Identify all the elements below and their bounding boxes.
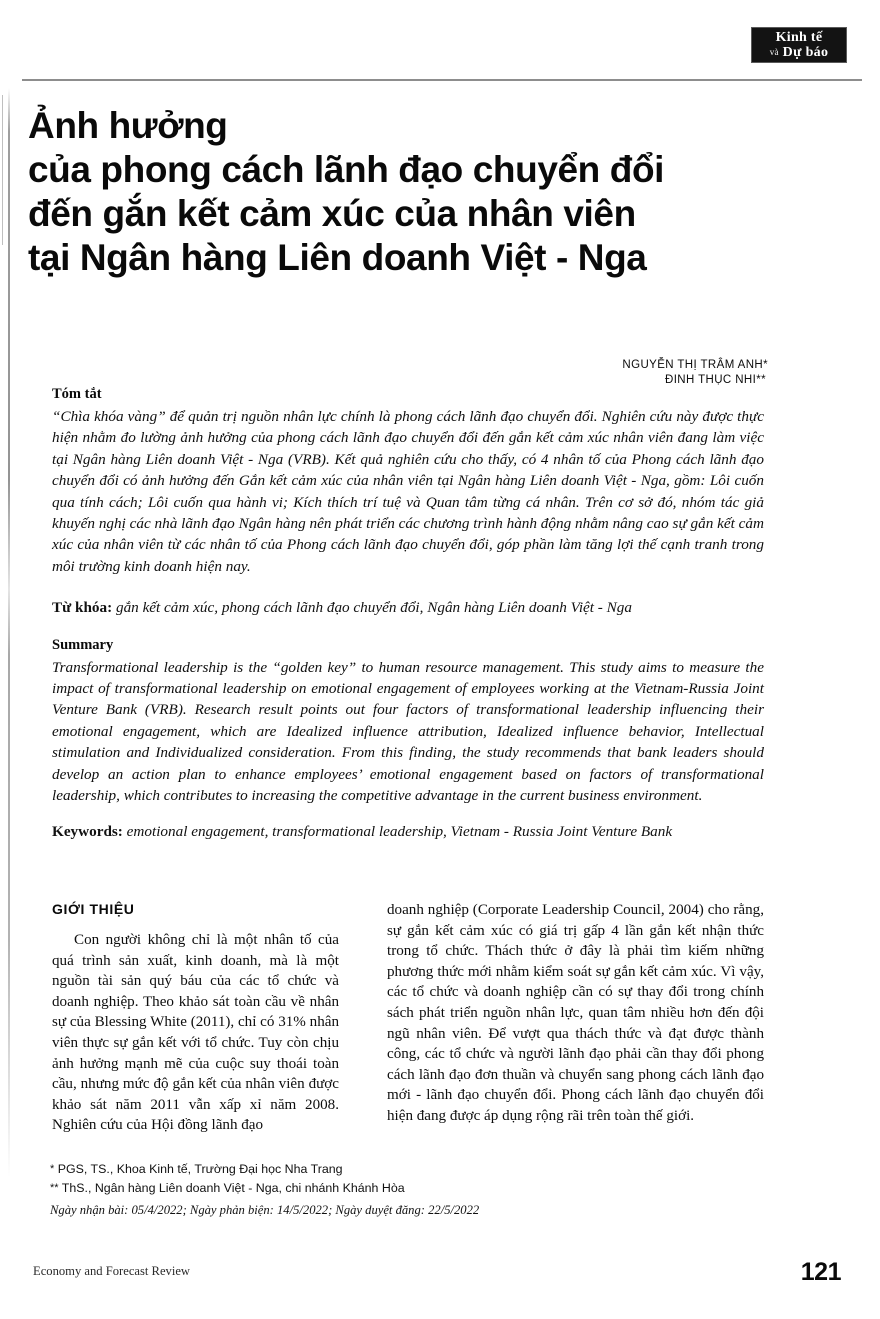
page-footer — [33, 1258, 847, 1292]
article-title-line-1: Ảnh hưởng — [28, 105, 228, 146]
scan-artifact-left-edge — [8, 88, 10, 1178]
author-list — [622, 358, 768, 388]
header-divider-rule — [22, 79, 862, 81]
abstract-en-body: Transformational leadership is the “golden key” to human resource management. This study aims to measure the impact of transformational leadership on emotional engagement of employees working at the Vietnam-Russia Joint Venture Bank (VRB). Research result points out four factors of transformational leadership influencing their emotional engagement, which are Idealized influence attribution, Idealized influence behavior, Intellectual stimulation and Individualized consideration. From this finding, the study recommends that bank leaders should develop an action plan to enhance employees’ emotional engagement based on factors of transformational leadership, which contributes to increasing the competitive advantage in the current business environment. — [52, 658, 764, 805]
footnote-2 — [50, 1179, 570, 1198]
abstract-vi-body: “Chìa khóa vàng” để quản trị nguồn nhân lực chính là phong cách lãnh đạo chuyển đổi. Nghiên cứu này được thực hiện nhằm đo lường ảnh hưởng của phong cách lãnh đạo chuyển đổi đến gắn kết cảm xúc nhân viên đang làm việc tại Ngân hàng Liên doanh Việt - Nga (VRB). Kết quả nghiên cứu cho thấy, có 4 nhân tố của Phong cách lãnh đạo chuyển đổi có ảnh hưởng đến Gắn kết cảm xúc của nhân viên tại Ngân hàng Liên doanh Việt - Nga, gồm: Lôi cuốn qua tính cách; Lôi cuốn qua hành vi; Kích thích trí tuệ và Quan tâm từng cá nhân. Trên cơ sở đó, nhóm tác giả khuyến nghị các nhà lãnh đạo Ngân hàng nên phát triển các chương trình hành động nhằm nâng cao sự gắn kết cảm xúc của nhân viên từ các nhân tố của Phong cách lãnh đạo chuyển đổi, góp phần làm tăng lợi thế cạnh tranh trong môi trường kinh doanh hiện nay. — [52, 408, 764, 575]
abstract-en-heading: Summary — [52, 636, 114, 653]
body-paragraph-left: Con người không chỉ là một nhân tố của quá trình sản xuất, kinh doanh, mà là một nguồn tài sản quý báu của các tổ chức và doanh nghiệp. Theo khảo sát toàn cầu về nhân sự của Blessing White (2011), chỉ có 31% nhân viên thực sự gắn kết với tổ chức. Tuy còn chịu ảnh hưởng mạnh mẽ của cuộc suy thoái toàn cầu, nhưng mức độ gắn kết của nhân viên được khảo sát năm 2011 vẫn xấp xỉ năm 2008. Nghiên cứu của Hội đồng lãnh đạo — [52, 932, 339, 1134]
masthead — [0, 0, 880, 92]
abstract-vi-heading: Tóm tắt — [52, 386, 102, 402]
journal-logo-line-2-main: Dự báo — [782, 45, 829, 60]
body-column-left — [52, 900, 339, 1136]
footer-page-number: 121 — [800, 1258, 841, 1286]
journal-logo-line-2 — [752, 45, 846, 60]
footnote-2-text: ThS., Ngân hàng Liên doanh Việt - Nga, chi nhánh Khánh Hòa — [58, 1181, 405, 1195]
footnote-1 — [50, 1160, 570, 1179]
section-heading-introduction: GIỚI THIỆU — [52, 901, 135, 917]
keywords-vi-text: gắn kết cảm xúc, phong cách lãnh đạo chuyển đổi, Ngân hàng Liên doanh Việt - Nga — [112, 599, 632, 617]
keywords-en-label: Keywords: — [52, 822, 123, 840]
article-title — [28, 104, 768, 280]
body-column-right — [387, 900, 764, 1127]
scan-artifact-left-edge-secondary — [2, 95, 3, 245]
journal-logo-badge — [751, 27, 847, 63]
footnotes — [50, 1160, 570, 1220]
keywords-en-text: emotional engagement, transformational leadership, Vietnam - Russia Joint Venture Bank — [122, 822, 673, 840]
body-paragraph-right: doanh nghiệp (Corporate Leadership Council, 2004) cho rằng, sự gắn kết cảm xúc có giá trị gấp 4 lần gắn kết nhận thức trong tổ chức. Thách thức ở đây là phải tìm kiếm những phương thức mới nhằm kiểm soát sự gắn kết cảm xúc. Vì vậy, các tổ chức và doanh nghiệp cần có sự thay đổi trong chính sách phát triển nguồn nhân lực, quan tâm nhiều hơn đến đội ngũ nhân viên. Để vượt qua thách thức và đạt được thành công, các tổ chức và người lãnh đạo phải cần thay đổi phong cách lãnh đạo đơn thuần và chuyển sang phong cách lãnh đạo mới - lãnh đạo chuyển đổi. Phong cách lãnh đạo chuyển đổi hiện đang được áp dụng rộng rãi trên toàn thế giới. — [387, 902, 764, 1124]
keywords-vi-label: Từ khóa: — [52, 599, 113, 617]
journal-logo-conjunction: và — [769, 47, 779, 57]
footnote-2-marker: ** — [50, 1182, 59, 1194]
article-title-line-3: đến gắn kết cảm xúc của nhân viên — [28, 193, 636, 234]
article-title-line-4: tại Ngân hàng Liên doanh Việt - Nga — [28, 237, 647, 278]
keywords-vi — [52, 597, 764, 618]
footer-journal-name: Economy and Forecast Review — [33, 1264, 191, 1278]
submission-dates: Ngày nhận bài: 05/4/2022; Ngày phản biện: 14/5/2022; Ngày duyệt đăng: 22/5/2022 — [50, 1203, 480, 1217]
author-name-secondary: ĐINH THỤC NHI** — [665, 374, 766, 386]
footnote-1-marker: * — [50, 1163, 55, 1175]
author-name-primary: NGUYỄN THỊ TRÂM ANH* — [622, 359, 768, 371]
abstract-section — [52, 385, 764, 842]
article-title-line-2: của phong cách lãnh đạo chuyển đổi — [28, 149, 665, 190]
journal-logo-line-1: Kinh tế — [775, 30, 823, 45]
keywords-en — [52, 821, 764, 842]
body-columns — [52, 900, 764, 1150]
footnote-1-text: PGS, TS., Khoa Kinh tế, Trường Đại học Nha Trang — [54, 1162, 343, 1176]
